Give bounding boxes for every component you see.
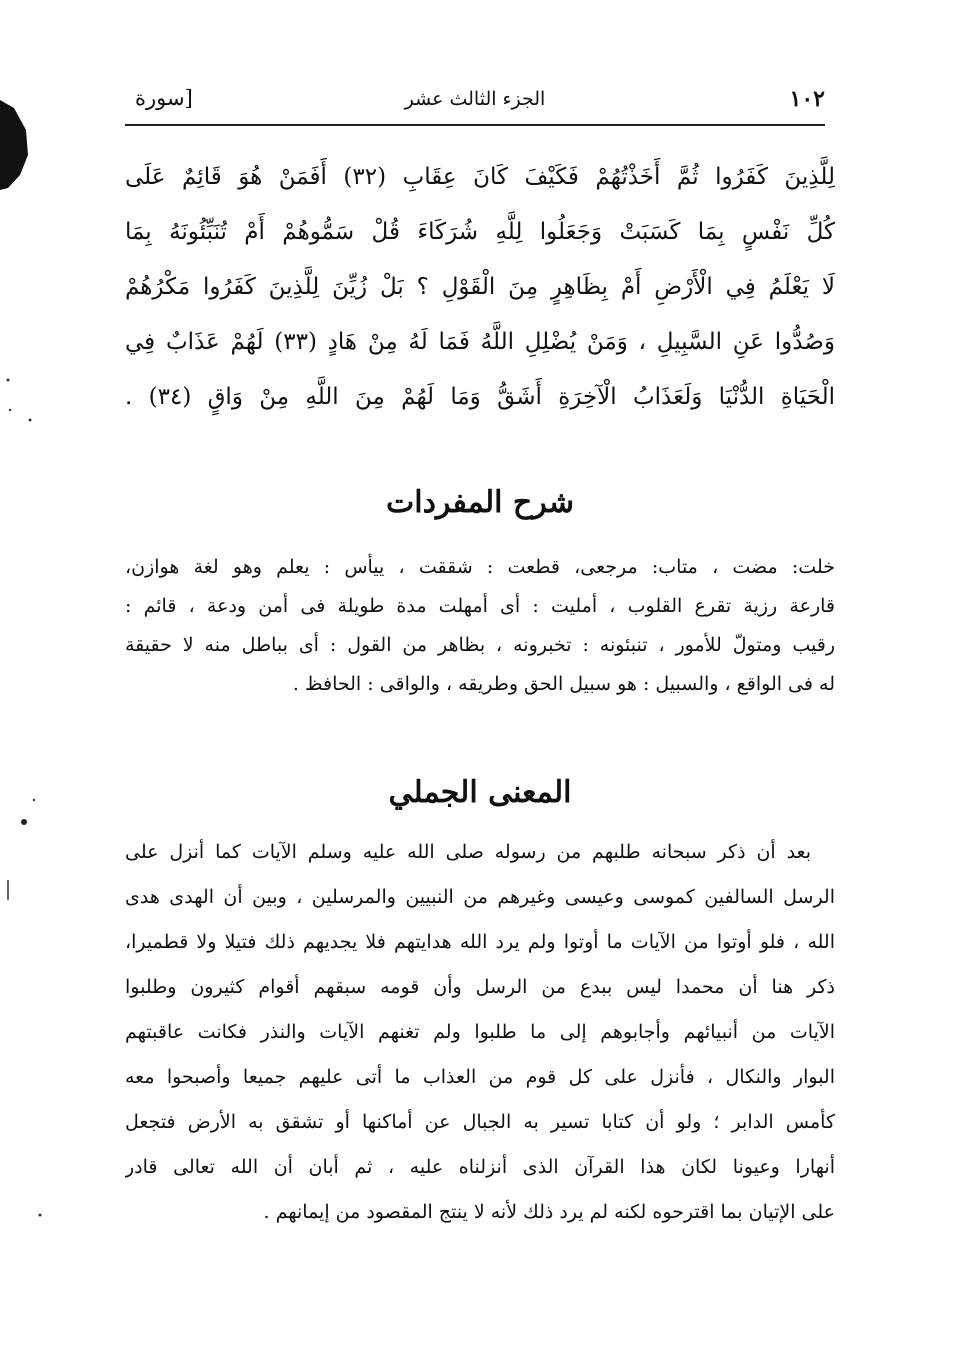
vocab-heading: شرح المفردات — [386, 485, 574, 520]
page-header — [125, 80, 825, 120]
meaning-line: الآيات من أنبيائهم وأجابوهم إلى ما طلبوا ولم تغنهم الآيات والنذر فكانت عاقبتهم — [125, 1021, 835, 1043]
verse-line: الْحَيَاةِ الدُّنْيَا وَلَعَذَابُ الْآخِرَةِ أَشَقُّ وَمَا لَهُمْ مِنَ اللَّهِ مِنْ وَاقٍ (٣٤) . — [125, 384, 835, 410]
meaning-line: البوار والنكال ، فأنزل على كل قوم من العذاب ما أتى عليهم جميعا وأصبحوا معه — [125, 1066, 835, 1088]
page-number: ١٠٢ — [789, 86, 825, 112]
verse-line: لَا يَعْلَمُ فِي الْأَرْضِ أَمْ بِظَاهِرٍ مِنَ الْقَوْلِ ؟ بَلْ زُيِّنَ لِلَّذِينَ كَفَرُوا مَكْرُهُمْ — [125, 274, 835, 300]
vocab-line: قارعة رزية تقرع القلوب ، أمليت : أى أمهلت مدة طويلة فى أمن ودعة ، قائم : — [125, 595, 835, 617]
meaning-line: ذكر هنا أن محمدا ليس ببدع من الرسل وأن قومه سبقهم أقوام كثيرون وطلبوا — [125, 976, 835, 998]
meaning-line: بعد أن ذكر سبحانه طلبهم من رسوله صلى الله عليه وسلم الآيات كما أنزل على — [125, 841, 811, 863]
verse-line: وَصُدُّوا عَنِ السَّبِيلِ ، وَمَنْ يُضْلِلِ اللَّهُ فَمَا لَهُ مِنْ هَادٍ (٣٣) لَهُمْ عَذَابٌ فِي — [125, 329, 835, 355]
vocab-line: رقيب ومتولّ للأمور ، تنبئونه : تخبرونه ، بظاهر من القول : أى بباطل منه لا حقيقة — [125, 634, 835, 656]
meaning-line: الله ، فلو أوتوا من الآيات ما أوتوا ولم يرد الله هدايتهم فلا يجديهم ذلك فتيلا ولا قطميرا، — [125, 931, 835, 953]
scan-specks — [0, 0, 60, 1351]
verse-line: لِلَّذِينَ كَفَرُوا ثُمَّ أَخَذْتُهُمْ فَكَيْفَ كَانَ عِقَابِ (٣٢) أَفَمَنْ هُوَ قَائِمٌ عَلَى — [125, 164, 835, 190]
vocab-text — [125, 548, 835, 704]
meaning-line: على الإتيان بما اقترحوه لكنه لم يرد ذلك لأنه لا ينتج المقصود من إيمانهم . — [263, 1201, 835, 1223]
header-rule — [125, 124, 825, 126]
surah-label: [سورة — [135, 86, 193, 110]
vocab-line: له فى الواقع ، والسبيل : هو سبيل الحق وطريقه ، والواقى : الحافظ . — [292, 673, 835, 695]
part-title: الجزء الثالث عشر — [404, 88, 546, 110]
quran-verses — [125, 150, 835, 425]
vocab-line: خلت: مضت ، متاب: مرجعى، قطعت : شققت ، ييأس : يعلم وهو لغة هوازن، — [125, 556, 835, 578]
verse-line: كُلِّ نَفْسٍ بِمَا كَسَبَتْ وَجَعَلُوا لِلَّهِ شُرَكَاءَ قُلْ سَمُّوهُمْ أَمْ تُنَبِّئُونَهُ بِمَا — [125, 219, 835, 245]
meaning-line: الرسل السالفين كموسى وعيسى وغيرهم من النبيين والمرسلين ، وبين أن الهدى هدى — [125, 886, 835, 908]
meaning-line: كأمس الدابر ؛ ولو أن كتابا تسير به الجبال عن أماكنها أو تشقق به الأرض فتجعل — [125, 1111, 835, 1133]
meaning-line: أنهارا وعيونا لكان هذا القرآن الذى أنزلناه عليه ، ثم أبان أن الله تعالى قادر — [125, 1156, 835, 1178]
meaning-heading: المعنى الجملي — [388, 775, 572, 810]
meaning-text — [125, 830, 835, 1235]
